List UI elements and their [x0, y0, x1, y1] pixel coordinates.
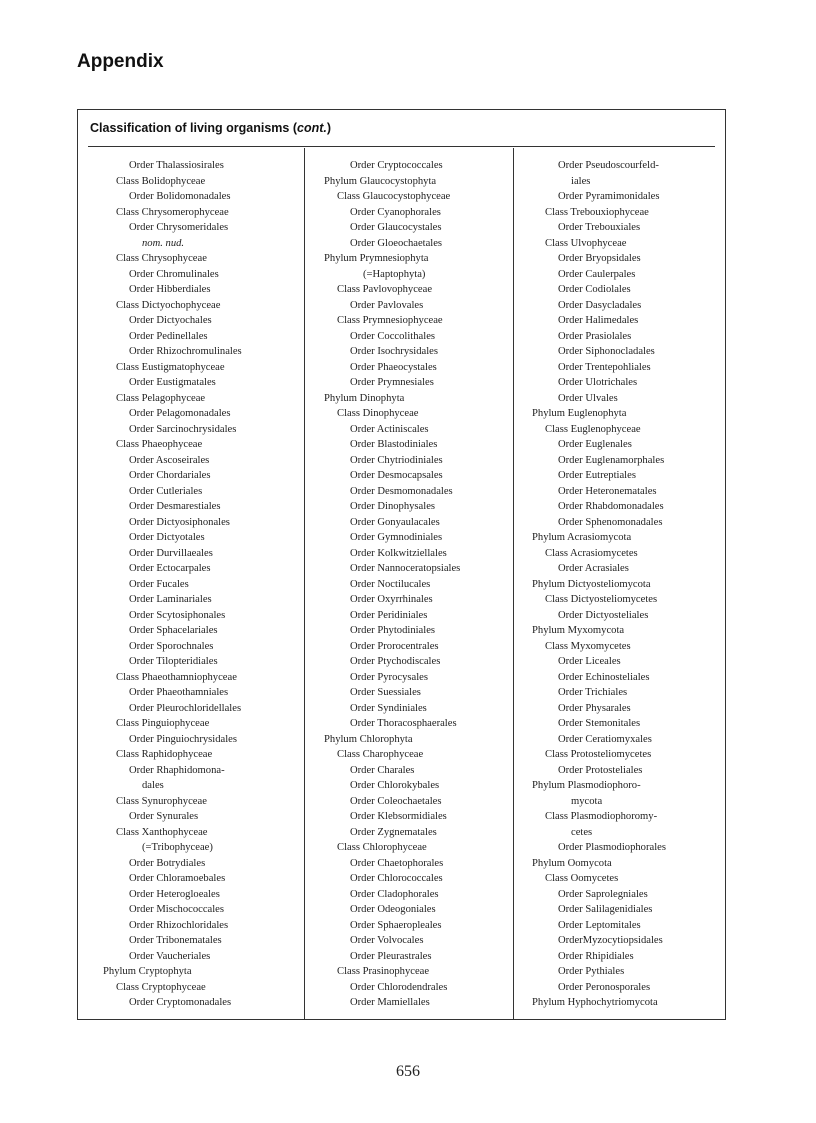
taxon-entry: Class Phaeophyceae [116, 439, 203, 450]
taxon-entry: Order Liceales [558, 656, 621, 667]
taxon-entry: Order Tilopteridiales [129, 656, 218, 667]
taxon-entry: Order Pythiales [558, 966, 625, 977]
taxon-entry: Order Isochrysidales [350, 346, 438, 357]
taxon-entry: Class Prymnesiophyceae [337, 315, 443, 326]
taxon-entry: Class Acrasiomycetes [545, 547, 638, 559]
taxon-entry: Order Phytodiniales [350, 625, 436, 636]
taxon-entry: Order Rhabdomonadales [558, 501, 664, 512]
taxon-entry: Order Halimedales [558, 315, 639, 326]
taxon-entry: Order Rhipidiales [558, 950, 634, 962]
column-divider-1 [304, 148, 305, 1019]
taxon-entry: Order Prymnesiales [350, 377, 434, 388]
taxon-entry: Class Glaucocystophyceae [337, 191, 451, 202]
taxon-entry: Order Klebsormidiales [350, 811, 447, 822]
taxon-entry: Order Stemonitales [558, 718, 641, 729]
taxon-entry: Order Euglenamorphales [558, 454, 665, 466]
taxon-entry: Order Thalassiosirales [129, 160, 224, 171]
taxon-entry: Order Kolkwitziellales [350, 547, 447, 559]
taxon-entry: Order Scytosiphonales [129, 609, 226, 621]
taxon-entry: Order Blastodiniales [350, 439, 438, 450]
taxon-entry: Order Pyrocysales [350, 671, 428, 683]
page-number: 656 [396, 1063, 420, 1080]
taxon-entry: Order Cyanophorales [350, 206, 441, 218]
taxon-entry: Order Echinosteliales [558, 671, 650, 683]
taxon-entry: Order Trentepohliales [558, 361, 651, 373]
taxon-entry: Order Laminariales [129, 594, 212, 605]
taxon-entry: Phylum Oomycota [532, 857, 612, 869]
taxon-entry: Phylum Glaucocystophyta [324, 175, 437, 187]
taxon-entry: Order Mischococcales [129, 904, 225, 915]
taxon-entry: Class Dictyochophyceae [116, 299, 221, 311]
taxon-entry: Order Phaeocystales [350, 361, 437, 373]
taxon-entry: Order Rhizochromulinales [129, 346, 242, 357]
taxon-entry: Order Ascoseirales [129, 454, 210, 466]
taxon-entry: dales [142, 780, 164, 791]
taxon-entry: Order Acrasiales [558, 563, 629, 574]
taxon-entry: Order Fucales [129, 578, 189, 590]
taxonomy-column-1 [103, 158, 242, 1011]
taxon-entry: Order Protosteliales [558, 764, 643, 776]
taxonomy-column-2 [324, 158, 460, 1011]
taxon-entry: Order Phaeothamniales [129, 687, 229, 698]
taxon-entry: Order Euglenales [558, 439, 632, 450]
taxon-entry: Order Chlorococcales [350, 873, 443, 884]
taxon-entry: Order Saprolegniales [558, 888, 648, 900]
taxon-entry: Order Eutreptiales [558, 470, 636, 481]
taxon-entry: Order Zygnematales [350, 826, 437, 838]
taxon-entry: Class Eustigmatophyceae [116, 361, 225, 373]
taxon-entry: Order Chlorokybales [350, 780, 440, 791]
taxon-entry: Class Xanthophyceae [116, 826, 208, 838]
taxon-entry: Order Plasmodiophorales [558, 842, 666, 853]
taxon-entry: (=Haptophyta) [363, 268, 426, 280]
taxon-entry: Order Coccolithales [350, 330, 436, 342]
taxon-entry: Class Chlorophyceae [337, 842, 427, 853]
taxon-entry: Order Vaucheriales [129, 950, 211, 962]
taxon-entry: Order Dasycladales [558, 299, 642, 311]
taxon-entry: Order Charales [350, 764, 415, 776]
taxon-entry: Order Gloeochaetales [350, 237, 443, 249]
taxon-entry: Order Pseudoscourfeld- [558, 160, 659, 171]
page-heading: Appendix [77, 51, 164, 72]
taxon-entry: Class Protosteliomycetes [545, 749, 652, 760]
table-title-close: ) [326, 121, 332, 135]
title-rule [88, 146, 715, 147]
taxon-entry: Class Synurophyceae [116, 795, 207, 807]
taxon-entry: Order Chlorodendrales [350, 981, 448, 993]
taxon-entry: Order Heterogloeales [129, 888, 220, 900]
taxon-entry: Order Dictyochales [129, 315, 212, 326]
taxon-entry: Phylum Plasmodiophoro- [532, 780, 641, 791]
taxon-entry: Phylum Chlorophyta [324, 733, 413, 745]
taxon-entry: Order Chytriodiniales [350, 454, 443, 466]
taxon-entry: Order Chaetophorales [350, 857, 444, 869]
taxon-entry: Order Prasiolales [558, 330, 632, 342]
taxon-entry: Order Pavlovales [350, 299, 424, 311]
taxon-entry: Order Sarcinochrysidales [129, 423, 237, 435]
table-title-text: Classification of living organisms [90, 121, 290, 135]
taxon-entry: Order Pyramimonidales [558, 191, 660, 202]
taxon-entry: Order Chordariales [129, 470, 211, 481]
taxon-entry: Order Thoracosphaerales [350, 718, 457, 729]
taxon-entry: Order Pedinellales [129, 330, 208, 342]
taxon-entry: Order Bolidomonadales [129, 191, 231, 202]
taxon-entry: Class Raphidophyceae [116, 749, 213, 760]
taxon-entry: Order Pinguiochrysidales [129, 733, 237, 745]
taxon-entry: Order Cutleriales [129, 485, 203, 497]
taxon-entry: Order Dictyosteliales [558, 609, 649, 621]
taxon-entry: Order Sphaeropleales [350, 919, 442, 931]
taxon-entry: Order Gymnodiniales [350, 532, 443, 543]
taxon-entry: Order Durvillaeales [129, 547, 213, 559]
taxon-entry: Order Oxyrrhinales [350, 594, 433, 605]
taxon-entry: Class Phaeothamniophyceae [116, 671, 237, 683]
taxon-entry: Order Ulvales [558, 392, 618, 404]
taxon-entry: Phylum Acrasiomycota [532, 532, 632, 543]
taxon-entry: Order Caulerpales [558, 268, 636, 280]
taxon-entry: Class Chrysomerophyceae [116, 206, 229, 218]
taxon-entry: Order Ulotrichales [558, 377, 638, 388]
taxon-entry: Phylum Cryptophyta [103, 966, 192, 977]
taxon-entry: Class Bolidophyceae [116, 175, 206, 187]
taxon-entry: Order Gonyaulacales [350, 516, 440, 528]
taxon-entry: Order Heteronematales [558, 485, 657, 497]
taxon-entry: Order Ceratiomyxales [558, 733, 652, 745]
table-title [90, 121, 331, 135]
taxon-entry: Phylum Prymnesiophyta [324, 253, 429, 264]
taxon-entry: Order Peridiniales [350, 609, 428, 621]
taxon-entry: Order Cryptococcales [350, 160, 443, 171]
taxon-entry: Order Eustigmatales [129, 377, 216, 388]
taxon-entry: Order Ptychodiscales [350, 656, 441, 667]
taxon-entry: OrderMyzocytiopsidales [558, 935, 663, 946]
taxon-entry: Order Peronosporales [558, 981, 651, 993]
taxon-entry: Class Pinguiophyceae [116, 718, 210, 729]
taxon-entry: Order Coleochaetales [350, 795, 442, 807]
taxon-entry: Class Ulvophyceae [545, 237, 627, 249]
taxon-entry: Class Pavlovophyceae [337, 284, 433, 295]
taxon-entry: Order Sphacelariales [129, 625, 218, 636]
taxon-entry: Order Siphonocladales [558, 346, 655, 357]
taxon-entry: Order Nannoceratopsiales [350, 563, 461, 574]
taxon-entry: Order Tribonematales [129, 935, 222, 946]
taxon-entry: Class Trebouxiophyceae [545, 206, 649, 218]
taxon-entry: Order Synurales [129, 811, 199, 822]
taxon-entry: Order Hibberdiales [129, 284, 211, 295]
taxon-entry: Order Cryptomonadales [129, 997, 232, 1008]
taxon-entry: Class Charophyceae [337, 749, 424, 760]
taxon-entry: Order Syndiniales [350, 702, 427, 714]
taxon-entry: Order Desmomonadales [350, 485, 453, 497]
taxon-entry: Order Chloramoebales [129, 873, 226, 884]
taxon-entry: Order Glaucocystales [350, 222, 442, 233]
taxon-entry: Order Ectocarpales [129, 563, 211, 574]
taxon-entry: Class Pelagophyceae [116, 392, 206, 404]
taxon-entry: (=Tribophyceae) [142, 842, 213, 853]
table-title-cont: cont. [297, 121, 327, 135]
taxon-entry: iales [571, 175, 591, 187]
taxon-entry: Class Dinophyceae [337, 408, 419, 419]
taxon-entry: Class Cryptophyceae [116, 981, 206, 993]
taxon-entry: Class Chrysophyceae [116, 253, 207, 264]
taxon-entry: Order Trebouxiales [558, 222, 641, 233]
taxon-entry: Phylum Dictyosteliomycota [532, 578, 651, 590]
taxon-entry: Order Suessiales [350, 687, 421, 698]
taxon-entry: Order Rhaphidomona- [129, 764, 225, 776]
taxon-entry: Order Leptomitales [558, 919, 641, 931]
taxon-entry: Order Rhizochloridales [129, 919, 229, 931]
taxon-entry: Order Desmocapsales [350, 470, 443, 481]
taxon-entry: Order Chromulinales [129, 268, 219, 280]
taxon-entry: Order Trichiales [558, 687, 628, 698]
taxon-entry: Order Volvocales [350, 935, 424, 946]
taxon-entry: Order Desmarestiales [129, 501, 221, 512]
taxon-entry: Order Noctilucales [350, 578, 431, 590]
taxon-entry: Class Myxomycetes [545, 640, 631, 652]
taxon-entry: Order Sphenomonadales [558, 516, 663, 528]
taxon-entry: Order Bryopsidales [558, 253, 641, 264]
taxon-entry: Order Pleurochloridellales [129, 702, 242, 714]
taxon-entry: Class Dictyosteliomycetes [545, 594, 658, 605]
taxon-entry: Order Prorocentrales [350, 640, 439, 652]
taxon-entry: Phylum Hyphochytriomycota [532, 997, 658, 1008]
taxon-entry: Order Salilagenidiales [558, 904, 653, 915]
taxon-entry: Order Mamiellales [350, 997, 430, 1008]
taxonomy-column-3 [532, 158, 666, 1011]
taxon-entry: Order Dictyotales [129, 532, 205, 543]
taxon-entry: cetes [571, 826, 593, 838]
taxon-entry: Order Actiniscales [350, 423, 429, 435]
taxon-entry: Order Cladophorales [350, 888, 439, 900]
taxon-entry: Class Oomycetes [545, 873, 619, 884]
taxon-entry: mycota [571, 795, 603, 807]
taxon-entry: Order Dinophysales [350, 501, 436, 512]
taxon-entry: Class Euglenophyceae [545, 423, 641, 435]
taxon-entry: nom. nud. [142, 237, 185, 249]
taxon-entry: Phylum Dinophyta [324, 392, 405, 404]
taxon-entry: Order Pelagomonadales [129, 408, 231, 419]
column-divider-2 [513, 148, 514, 1019]
taxon-entry: Order Odeogoniales [350, 904, 436, 915]
table-title-open: ( [289, 121, 297, 135]
taxon-entry: Order Chrysomeridales [129, 222, 229, 233]
taxon-entry: Order Dictyosiphonales [129, 516, 230, 528]
taxon-entry: Phylum Myxomycota [532, 625, 625, 636]
taxon-entry: Phylum Euglenophyta [532, 408, 627, 419]
taxon-entry: Order Codiolales [558, 284, 631, 295]
taxon-entry: Class Plasmodiophoromy- [545, 811, 658, 822]
taxon-entry: Order Botrydiales [129, 857, 206, 869]
taxon-entry: Class Prasinophyceae [337, 966, 430, 977]
taxon-entry: Order Sporochnales [129, 640, 214, 652]
taxon-entry: Order Pleurastrales [350, 950, 432, 962]
taxon-entry: Order Physarales [558, 702, 631, 714]
